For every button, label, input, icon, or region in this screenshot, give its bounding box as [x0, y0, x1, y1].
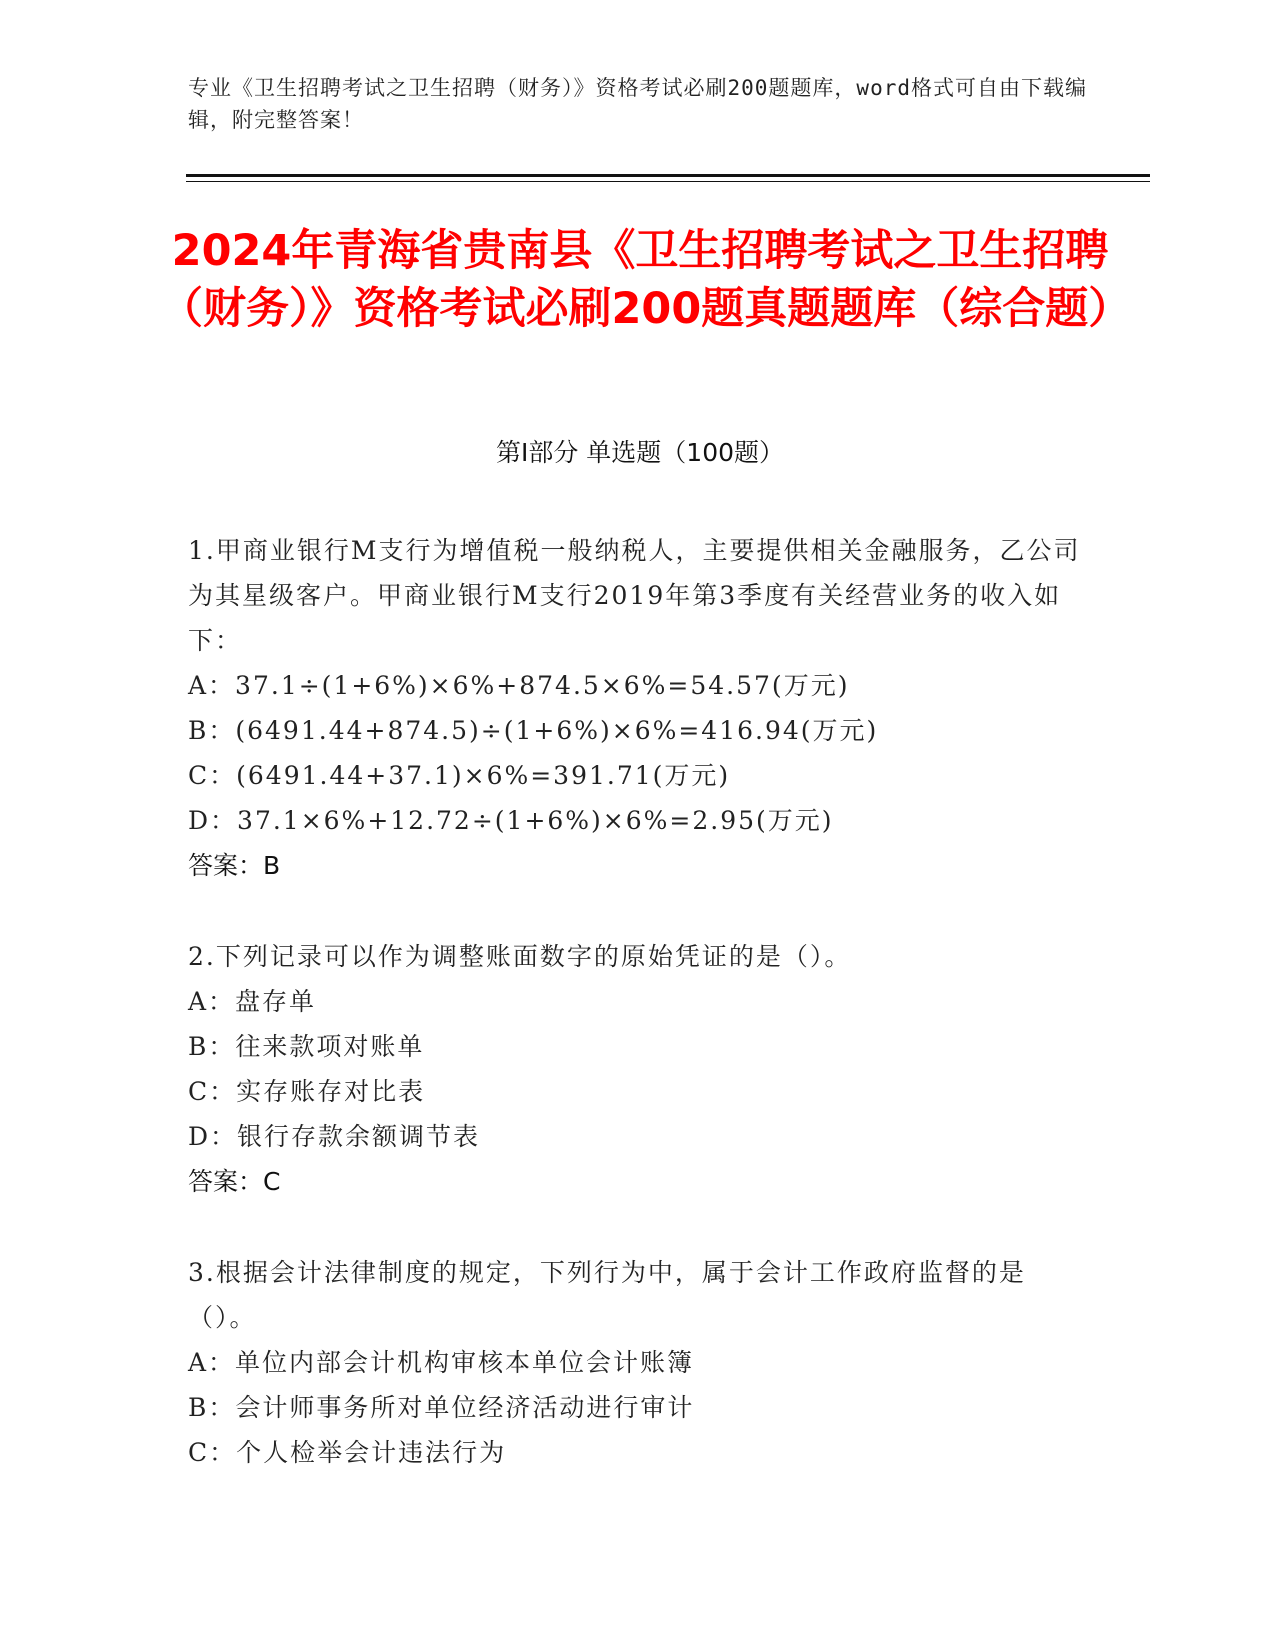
option-d: D：37.1×6%+12.72÷(1+6%)×6%=2.95(万元) — [188, 806, 834, 835]
question-stem: 1.甲商业银行M支行为增值税一般纳税人，主要提供相关金融服务，乙公司为其星级客户。甲商业银行M支行2019年第3季度有关经营业务的收入如下： — [188, 536, 1081, 655]
option-b: B：往来款项对账单 — [188, 1032, 425, 1061]
question-stem: 3.根据会计法律制度的规定，下列行为中，属于会计工作政府监督的是（）。 — [188, 1258, 1026, 1332]
option-b: B：会计师事务所对单位经济活动进行审计 — [188, 1393, 695, 1422]
option-b: B：(6491.44+874.5)÷(1+6%)×6%=416.94(万元) — [188, 716, 879, 745]
option-a: A：盘存单 — [188, 987, 317, 1016]
answer-line: 答案：C — [188, 1167, 281, 1196]
section-heading: 第Ⅰ部分 单选题（100题） — [495, 438, 785, 467]
header-divider-thick — [186, 174, 1150, 177]
option-a: A：单位内部会计机构审核本单位会计账簿 — [188, 1348, 695, 1377]
option-c: C：个人检举会计违法行为 — [188, 1438, 507, 1467]
option-c: C：实存账存对比表 — [188, 1077, 426, 1106]
question-1 — [188, 528, 1088, 888]
option-c: C：(6491.44+37.1)×6%=391.71(万元) — [188, 761, 731, 790]
question-2 — [188, 934, 1088, 1204]
header-note: 专业《卫生招聘考试之卫生招聘（财务）》资格考试必刷200题题库，word格式可自由下载编辑，附完整答案！ — [188, 76, 1087, 132]
question-list — [188, 528, 1088, 1521]
header-divider-thin — [186, 181, 1150, 182]
option-d: D：银行存款余额调节表 — [188, 1122, 481, 1151]
answer-line: 答案：B — [188, 851, 281, 880]
question-3 — [188, 1250, 1088, 1475]
option-a: A：37.1÷(1+6%)×6%+874.5×6%=54.57(万元) — [188, 671, 850, 700]
document-title: 2024年青海省贵南县《卫生招聘考试之卫生招聘（财务）》资格考试必刷200题真题题库（综合题） — [160, 226, 1132, 334]
question-stem: 2.下列记录可以作为调整账面数字的原始凭证的是（）。 — [188, 942, 852, 971]
